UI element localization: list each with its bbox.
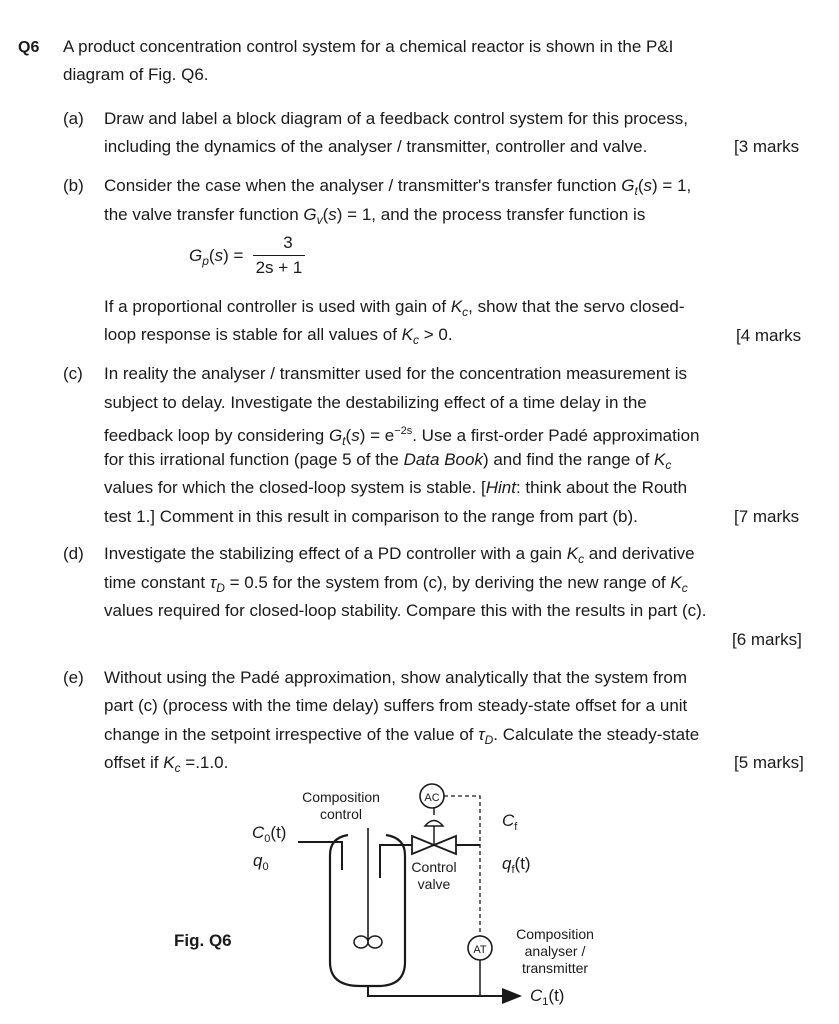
composition-control-label-2: control — [319, 806, 363, 822]
outlet-pipe — [368, 986, 520, 996]
part-b-line4: loop response is stable for all values of $K_c > 0$. — [104, 325, 453, 347]
analyser-label-3: transmitter — [521, 960, 589, 976]
part-e-label: (e) — [63, 668, 84, 687]
part-b-line3-pre: If a proportional controller is used with gain of — [104, 297, 451, 316]
part-c-marks: [7 marks — [734, 507, 800, 526]
part-b-line2-pre: the valve transfer function — [104, 205, 304, 224]
part-a-line1: Draw and label a block diagram of a feedback control system for this process, — [104, 109, 688, 128]
part-e-line2: part (c) (process with the time delay) suffers from steady-state offset for a unit — [104, 696, 688, 715]
ac-tag: AC — [424, 792, 440, 804]
part-d-line2-post: for the system from (c), by deriving the new range of — [267, 573, 671, 592]
part-c-line1: In reality the analyser / transmitter used for the concentration measurement is — [104, 364, 687, 383]
part-c-line5-pre: values for which the closed-loop system is stable. [ — [104, 478, 486, 497]
figure-caption: Fig. Q6 — [174, 931, 232, 950]
cf-label: $C_f$ — [502, 811, 518, 833]
control-valve-right — [434, 836, 456, 854]
part-d-line1-post: and derivative — [584, 544, 695, 563]
part-c-line6: test 1.] Comment in this result in comparison to the range from part (b). — [104, 507, 638, 526]
control-valve-label-2: valve — [417, 876, 451, 892]
part-b-line1: Consider the case when the analyser / transmitter's transfer function $G_t(s) = 1$, — [104, 176, 692, 198]
part-c-label: (c) — [63, 364, 83, 383]
part-e-line1: Without using the Padé approximation, show analytically that the system from — [104, 668, 688, 687]
part-b-line4-pre: loop response is stable for all values of — [104, 325, 402, 344]
part-d-line2: time constant $\tau_D = 0.5$ for the system from (c), by deriving the new range of $K_c$ — [104, 573, 688, 595]
part-c-line3-post: . Use a first-order Padé approximation — [412, 426, 700, 445]
part-d-marks: [6 marks] — [732, 630, 802, 649]
part-e-line3-pre: change in the setpoint irrespective of the value of — [104, 725, 479, 744]
part-e-line4-post: =.1.0. — [180, 753, 229, 772]
part-a-marks: [3 marks — [734, 137, 800, 156]
process-tf-denominator: 2s + 1 — [255, 258, 303, 277]
part-b-line4-post: > 0. — [419, 325, 453, 344]
part-b-line3-post: , show that the servo closed- — [468, 297, 685, 316]
impeller-left — [354, 936, 368, 948]
part-c-hint: Hint — [485, 478, 516, 497]
part-d-line3: values required for closed-loop stability. Compare this with the results in part (c). — [104, 601, 707, 620]
part-b-line1-pre: Consider the case when the analyser / transmitter's transfer function — [104, 176, 622, 195]
control-valve-left — [412, 836, 434, 854]
part-c-line4-pre: for this irrational function (page 5 of the — [104, 450, 404, 469]
part-c-data-book: Data Book — [403, 450, 483, 469]
part-b-marks: [4 marks — [736, 326, 802, 345]
at-tag: AT — [473, 944, 487, 956]
part-b-line3: If a proportional controller is used with gain of $K_c$, show that the servo closed- — [104, 297, 685, 319]
part-d-line2-pre: time constant — [104, 573, 210, 592]
part-d-label: (d) — [63, 544, 84, 563]
part-d-line1-pre: Investigate the stabilizing effect of a PD controller with a gain — [104, 544, 567, 563]
composition-control-label-1: Composition — [302, 789, 380, 805]
part-c-line3: feedback loop by considering $G_t(s) = e^{-2s}$. Use a first-order Padé approximation — [104, 425, 700, 448]
part-b-line2: the valve transfer function $G_v(s) = 1$, and the process transfer function is — [104, 205, 646, 227]
impeller-right — [368, 936, 382, 948]
analyser-label-1: Composition — [516, 926, 594, 942]
part-d-line1: Investigate the stabilizing effect of a PD controller with a gain $K_c$ and derivative — [104, 544, 695, 566]
feed-pipe-inner — [380, 845, 412, 878]
part-e-line3-post: . Calculate the steady-state — [493, 725, 700, 744]
part-a-label: (a) — [63, 109, 84, 128]
question-intro-line2: diagram of Fig. Q6. — [63, 65, 209, 84]
inlet-pipe — [298, 842, 342, 870]
question-number: Q6 — [18, 39, 40, 56]
part-e-marks: [5 marks] — [734, 753, 804, 772]
process-tf-numerator: 3 — [283, 233, 293, 252]
valve-actuator — [425, 821, 443, 827]
part-a-line2: including the dynamics of the analyser / transmitter, controller and valve. — [104, 137, 648, 156]
question-intro-line1: A product concentration control system for a chemical reactor is shown in the P&I — [63, 37, 674, 56]
part-b-label: (b) — [63, 176, 84, 195]
part-c-line2: subject to delay. Investigate the destabilizing effect of a time delay in the — [104, 393, 647, 412]
control-valve-label-1: Control — [411, 859, 457, 875]
part-e-line4: offset if $K_c =.1.0$. — [104, 753, 229, 775]
part-e-line3: change in the setpoint irrespective of the value of $\tau_D$. Calculate the steady-state — [104, 725, 700, 747]
q0-label: $q_0$ — [253, 851, 269, 873]
process-tf-lhs: $G_p(s)$ = — [189, 246, 244, 268]
part-c-line5-post: : think about the Routh — [515, 478, 688, 497]
part-c-line4-post: ) and find the range of — [482, 450, 655, 469]
c0-label: $C_0(t)$ — [252, 823, 287, 845]
analyser-label-2: analyser / — [524, 943, 586, 959]
part-b-line2-post: , and the process transfer function is — [371, 205, 646, 224]
part-c-line3-pre: feedback loop by considering — [104, 426, 329, 445]
part-c-line4: for this irrational function (page 5 of the Data Book) and find the range of $K_c$ — [104, 450, 672, 472]
part-e-line4-pre: offset if — [104, 753, 164, 772]
qf-label: $q_f(t)$ — [502, 854, 531, 876]
c1-label: $C_1(t)$ — [530, 986, 565, 1008]
part-b-line1-post: , — [686, 176, 692, 195]
